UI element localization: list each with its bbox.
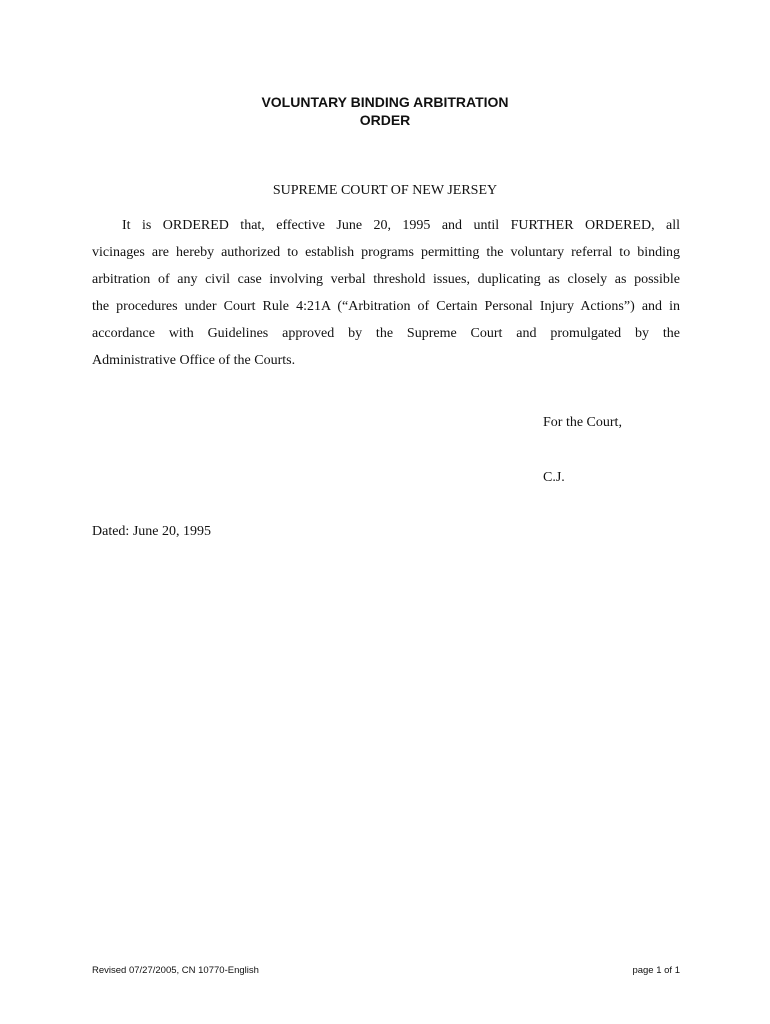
paragraph-line: arbitration of any civil case involving verbal threshold issues, duplicating as closely as possible [92, 272, 680, 287]
paragraph-line: It is ORDERED that, effective June 20, 1995 and until FURTHER ORDERED, all [122, 218, 680, 233]
dated-line: Dated: June 20, 1995 [92, 524, 211, 539]
signature-for-court: For the Court, [543, 415, 622, 430]
paragraph-line: the procedures under Court Rule 4:21A (“Arbitration of Certain Personal Injury Actions”) and in [92, 299, 680, 314]
paragraph-line: vicinages are hereby authorized to establish programs permitting the voluntary referral to binding [92, 245, 680, 260]
footer-page-number: page 1 of 1 [632, 965, 680, 976]
court-name: SUPREME COURT OF NEW JERSEY [272, 183, 498, 198]
paragraph-line: accordance with Guidelines approved by the Supreme Court and promulgated by the [92, 326, 680, 341]
signature-chief-justice: C.J. [543, 470, 565, 485]
document-title-line-2: ORDER [359, 112, 411, 128]
footer-revision: Revised 07/27/2005, CN 10770-English [92, 965, 259, 976]
document-title-line-1: VOLUNTARY BINDING ARBITRATION [261, 94, 509, 110]
paragraph-line: Administrative Office of the Courts. [92, 353, 296, 368]
